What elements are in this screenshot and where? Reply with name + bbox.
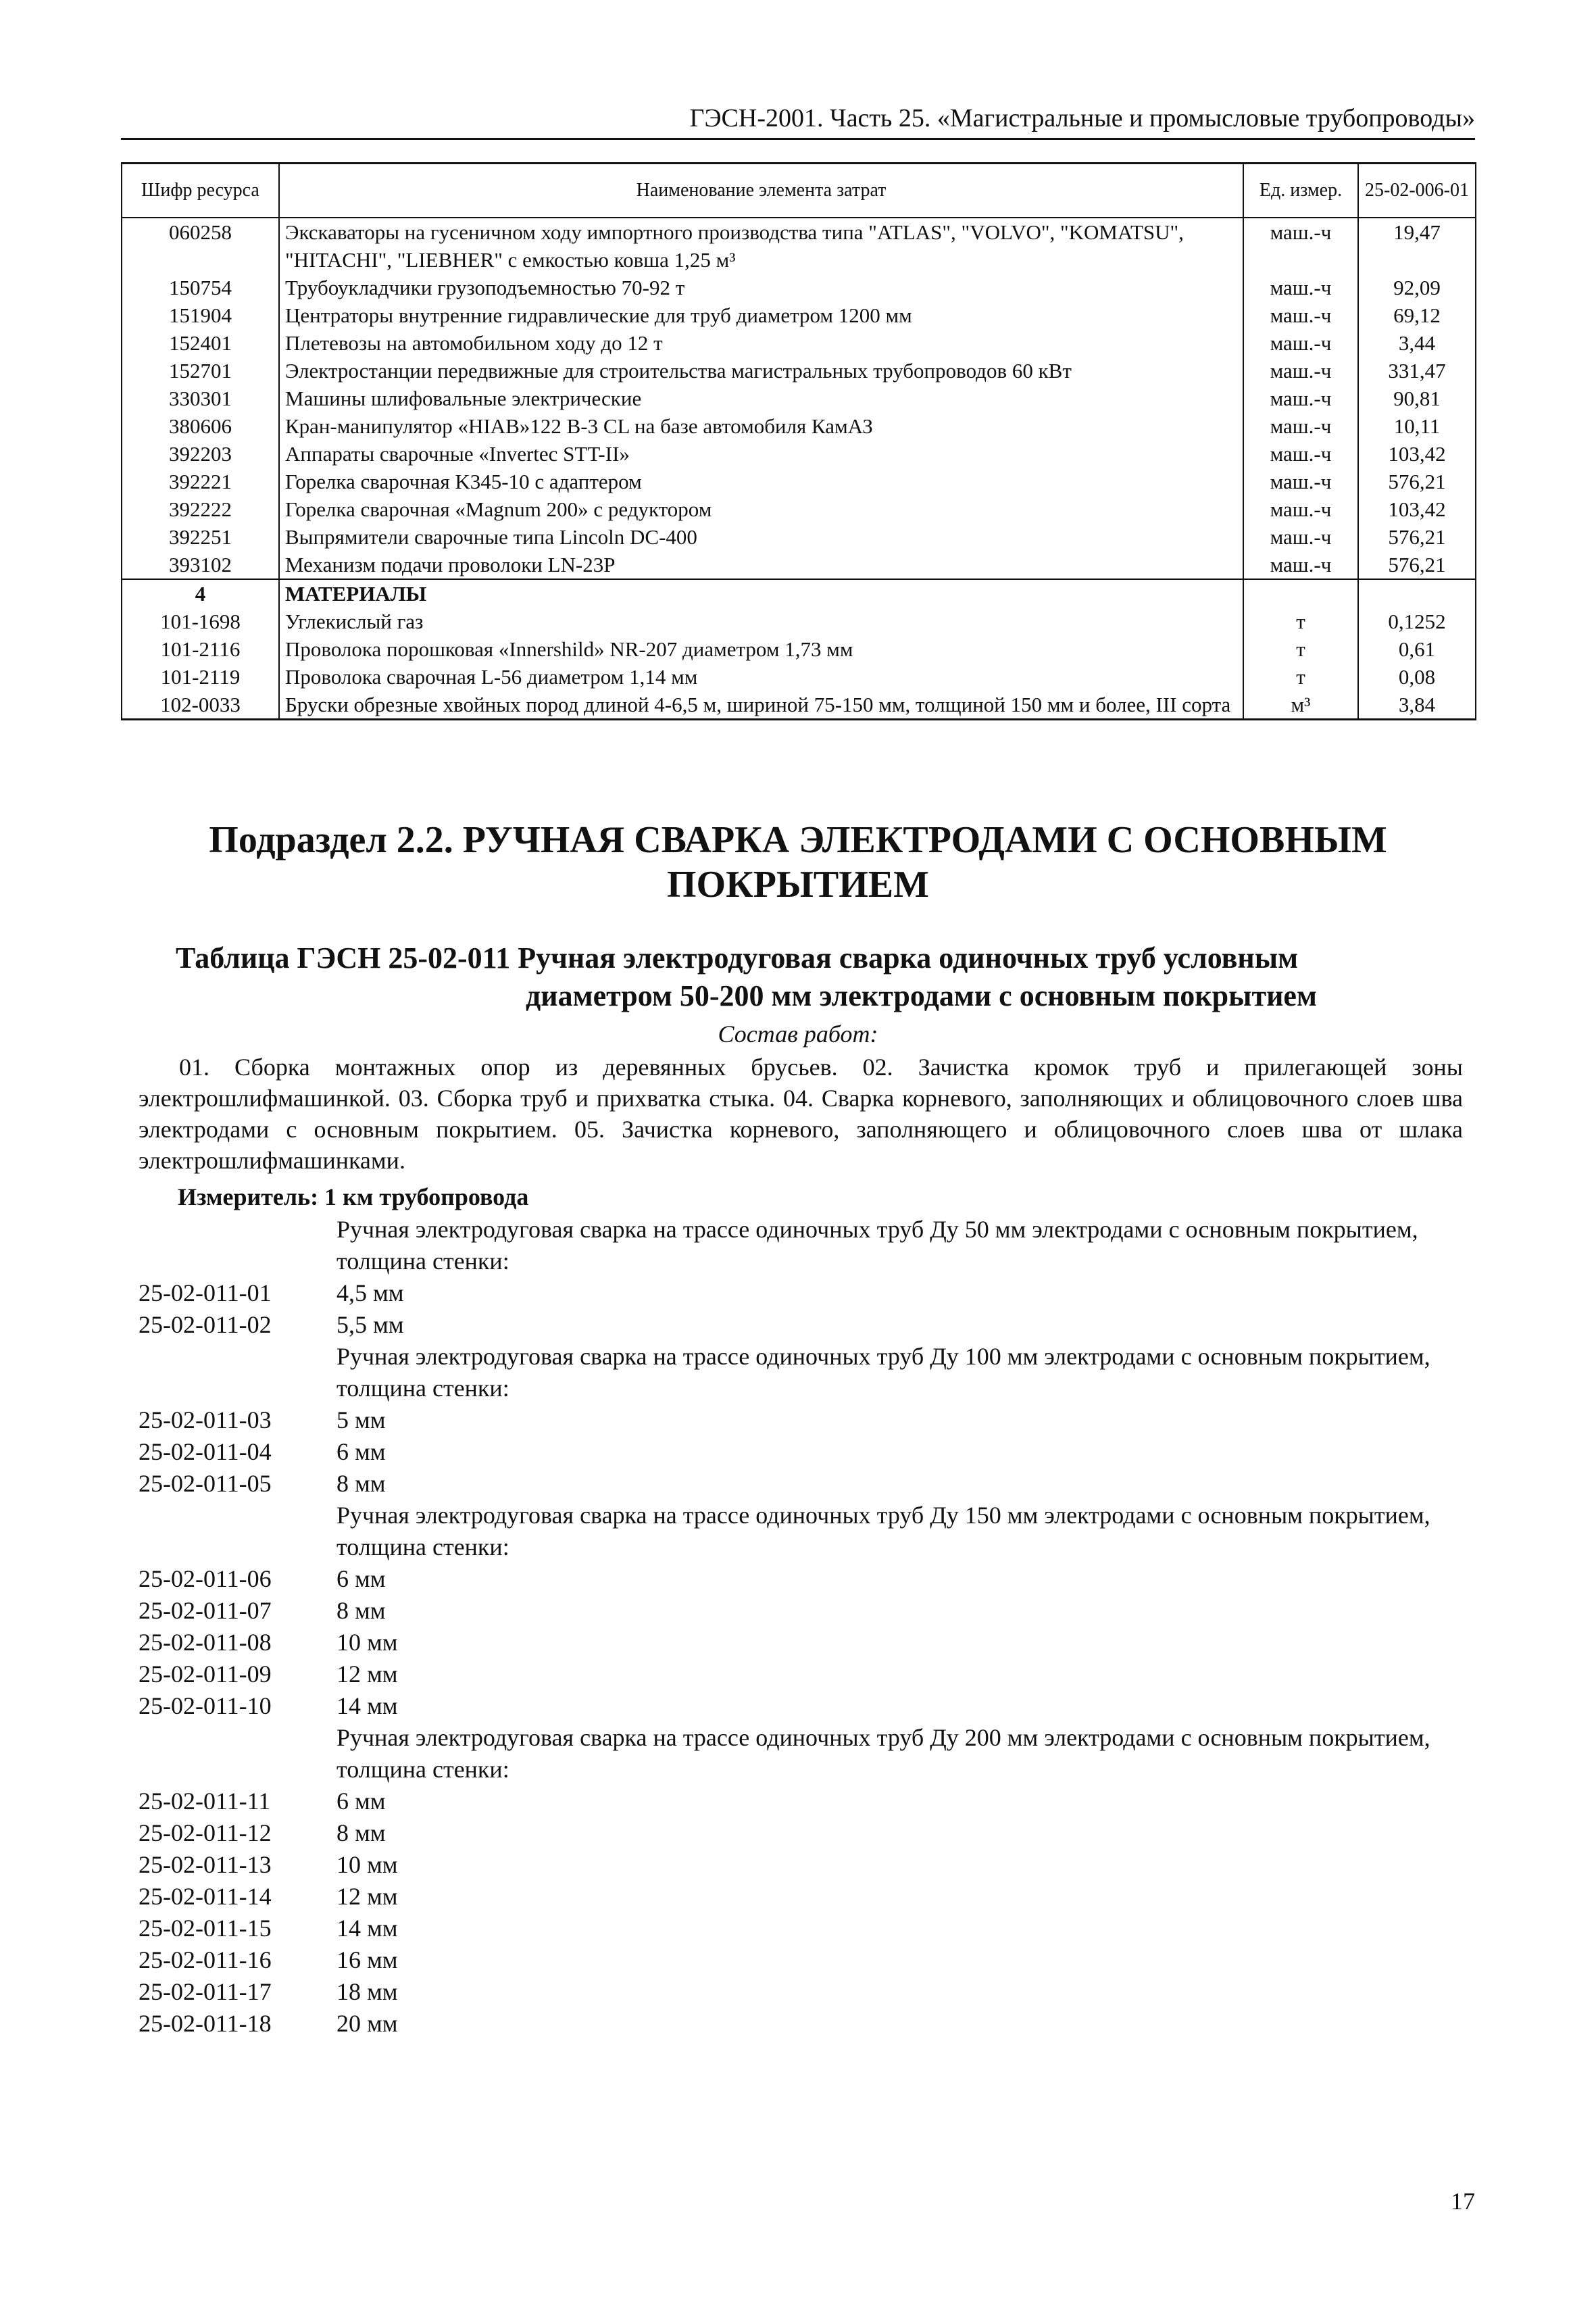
resource-name: Трубоукладчики грузоподъемностью 70-92 т bbox=[279, 274, 1243, 301]
list-item bbox=[139, 1881, 1463, 1913]
table-row bbox=[122, 691, 1476, 720]
wall-thickness: 14 мм bbox=[336, 1692, 398, 1719]
table-row bbox=[122, 357, 1476, 385]
wall-thickness: 14 мм bbox=[336, 1915, 398, 1942]
norm-code: 25-02-011-16 bbox=[139, 1946, 272, 1973]
resource-value: 0,08 bbox=[1358, 663, 1476, 691]
resource-name: Углекислый газ bbox=[279, 608, 1243, 635]
resource-name: Проволока порошковая «Innershild» NR-207 диаметром 1,73 мм bbox=[279, 635, 1243, 663]
table-row bbox=[122, 663, 1476, 691]
resource-code: 152401 bbox=[122, 329, 279, 357]
resource-value: 576,21 bbox=[1358, 551, 1476, 579]
wall-thickness: 8 мм bbox=[336, 1470, 386, 1497]
wall-thickness: 4,5 мм bbox=[336, 1279, 404, 1306]
wall-thickness: 16 мм bbox=[336, 1946, 398, 1973]
resource-code: 392221 bbox=[122, 468, 279, 495]
resource-code: 101-1698 bbox=[122, 608, 279, 635]
resource-name: Механизм подачи проволоки LN-23P bbox=[279, 551, 1243, 579]
wall-thickness: 6 мм bbox=[336, 1565, 386, 1592]
resource-code: 392203 bbox=[122, 440, 279, 468]
resource-code: 392251 bbox=[122, 523, 279, 551]
list-item bbox=[139, 1913, 1463, 1944]
wall-thickness: 6 мм bbox=[336, 1438, 386, 1465]
norm-code: 25-02-011-12 bbox=[139, 1819, 272, 1846]
table-row bbox=[122, 274, 1476, 301]
resource-name: Машины шлифовальные электрические bbox=[279, 385, 1243, 412]
section-title: МАТЕРИАЛЫ bbox=[279, 579, 1243, 608]
wall-thickness: 10 мм bbox=[336, 1851, 398, 1878]
wall-thickness: 12 мм bbox=[336, 1660, 398, 1688]
resource-unit: маш.-ч bbox=[1243, 412, 1358, 440]
list-item bbox=[139, 1595, 1463, 1627]
resource-code: 060258 bbox=[122, 218, 279, 274]
resource-value: 10,11 bbox=[1358, 412, 1476, 440]
resource-value: 0,61 bbox=[1358, 635, 1476, 663]
resource-value: 3,44 bbox=[1358, 329, 1476, 357]
table-row bbox=[122, 608, 1476, 635]
resource-unit: маш.-ч bbox=[1243, 301, 1358, 329]
wall-thickness: 5 мм bbox=[336, 1406, 386, 1433]
norm-code: 25-02-011-06 bbox=[139, 1565, 272, 1592]
subsection-title: Подраздел 2.2. РУЧНАЯ СВАРКА ЭЛЕКТРОДАМИ С ОСНОВНЫМ ПОКРЫТИЕМ bbox=[209, 819, 1387, 906]
table-row bbox=[122, 329, 1476, 357]
wall-thickness: 18 мм bbox=[336, 1978, 398, 2005]
list-item bbox=[139, 1786, 1463, 1817]
resource-value: 576,21 bbox=[1358, 523, 1476, 551]
resource-unit: маш.-ч bbox=[1243, 274, 1358, 301]
list-item bbox=[139, 1277, 1463, 1309]
resource-cost-table bbox=[121, 162, 1476, 720]
resource-value: 92,09 bbox=[1358, 274, 1476, 301]
resource-name: Плетевозы на автомобильном ходу до 12 т bbox=[279, 329, 1243, 357]
list-item bbox=[139, 1944, 1463, 1976]
list-item bbox=[139, 1627, 1463, 1658]
resource-code: 330301 bbox=[122, 385, 279, 412]
table-row bbox=[122, 551, 1476, 579]
list-item bbox=[139, 1817, 1463, 1849]
resource-unit bbox=[1243, 579, 1358, 608]
resource-unit: маш.-ч bbox=[1243, 551, 1358, 579]
wall-thickness: 6 мм bbox=[336, 1788, 386, 1815]
norm-code: 25-02-011-05 bbox=[139, 1470, 272, 1497]
resource-unit: т bbox=[1243, 608, 1358, 635]
section-number: 4 bbox=[122, 579, 279, 608]
table-row bbox=[122, 495, 1476, 523]
resource-code: 380606 bbox=[122, 412, 279, 440]
resource-unit: маш.-ч bbox=[1243, 468, 1358, 495]
works-description: 01. Сборка монтажных опор из деревянных брусьев. 02. Зачистка кромок труб и прилегающей зоны электрошлифмашинкой. 03. Сборка труб и прихватка стыка. 04. Сварка корневого, заполняющих и облицовочного слоев шва электродами с основным покрытием. 05. Зачистка корневого, заполняющего и облицовочного слоев шва от шлака электрошлифмашинками. bbox=[139, 1054, 1463, 1174]
norm-code: 25-02-011-13 bbox=[139, 1851, 272, 1878]
group-description: Ручная электродуговая сварка на трассе одиночных труб Ду 50 мм электродами с основным покрытием, толщина стенки: bbox=[336, 1216, 1418, 1275]
resource-code: 151904 bbox=[122, 301, 279, 329]
wall-thickness: 20 мм bbox=[336, 2010, 398, 2037]
resource-unit: маш.-ч bbox=[1243, 523, 1358, 551]
norm-entries bbox=[139, 1214, 1463, 2040]
works-heading: Состав работ: bbox=[718, 1020, 878, 1048]
resource-code: 150754 bbox=[122, 274, 279, 301]
norm-code: 25-02-011-01 bbox=[139, 1279, 272, 1306]
wall-thickness: 8 мм bbox=[336, 1819, 386, 1846]
resource-value: 90,81 bbox=[1358, 385, 1476, 412]
norm-code: 25-02-011-04 bbox=[139, 1438, 272, 1465]
resource-unit: маш.-ч bbox=[1243, 329, 1358, 357]
resource-name: Центраторы внутренние гидравлические для труб диаметром 1200 мм bbox=[279, 301, 1243, 329]
resource-code: 102-0033 bbox=[122, 691, 279, 720]
resource-code: 392222 bbox=[122, 495, 279, 523]
resource-value: 103,42 bbox=[1358, 440, 1476, 468]
list-item bbox=[139, 1468, 1463, 1500]
resource-name: Бруски обрезные хвойных пород длиной 4-6,5 м, шириной 75-150 мм, толщиной 150 мм и более, III сорта bbox=[279, 691, 1243, 720]
group-description: Ручная электродуговая сварка на трассе одиночных труб Ду 100 мм электродами с основным покрытием, толщина стенки: bbox=[336, 1343, 1430, 1402]
table-row bbox=[122, 635, 1476, 663]
wall-thickness: 12 мм bbox=[336, 1883, 398, 1910]
running-header: ГЭСН-2001. Часть 25. «Магистральные и промысловые трубопроводы» bbox=[121, 101, 1475, 140]
column-header-code: Шифр ресурса bbox=[122, 164, 279, 218]
column-header-value: 25-02-006-01 bbox=[1358, 164, 1476, 218]
table-row bbox=[122, 412, 1476, 440]
resource-value: 103,42 bbox=[1358, 495, 1476, 523]
group-description: Ручная электродуговая сварка на трассе одиночных труб Ду 200 мм электродами с основным покрытием, толщина стенки: bbox=[336, 1724, 1430, 1783]
resource-code: 101-2116 bbox=[122, 635, 279, 663]
resource-unit: маш.-ч bbox=[1243, 218, 1358, 274]
norm-code: 25-02-011-09 bbox=[139, 1660, 272, 1688]
table-row bbox=[122, 523, 1476, 551]
resource-name: Кран-манипулятор «HIAB»122 B-3 CL на базе автомобиля КамАЗ bbox=[279, 412, 1243, 440]
norm-code: 25-02-011-11 bbox=[139, 1788, 271, 1815]
measure-unit: Измеритель: 1 км трубопровода bbox=[178, 1183, 529, 1210]
table-row bbox=[122, 440, 1476, 468]
list-item bbox=[139, 1563, 1463, 1595]
wall-thickness: 10 мм bbox=[336, 1629, 398, 1656]
column-header-name: Наименование элемента затрат bbox=[279, 164, 1243, 218]
resource-name: Экскаваторы на гусеничном ходу импортного производства типа "ATLAS", "VOLVO", "KOMATSU", "HITACHI", "LIEBHER" с емкостью ковша 1,25 м³ bbox=[279, 218, 1243, 274]
list-item bbox=[139, 1404, 1463, 1436]
wall-thickness: 8 мм bbox=[336, 1597, 386, 1624]
wall-thickness: 5,5 мм bbox=[336, 1311, 404, 1338]
page-number: 17 bbox=[1451, 2188, 1475, 2215]
list-item bbox=[139, 1309, 1463, 1341]
list-item bbox=[139, 1658, 1463, 1690]
resource-code: 152701 bbox=[122, 357, 279, 385]
norm-code: 25-02-011-14 bbox=[139, 1883, 272, 1910]
table-section-row bbox=[122, 579, 1476, 608]
resource-name: Горелка сварочная K345-10 с адаптером bbox=[279, 468, 1243, 495]
resource-value: 576,21 bbox=[1358, 468, 1476, 495]
resource-code: 101-2119 bbox=[122, 663, 279, 691]
column-header-unit: Ед. измер. bbox=[1243, 164, 1358, 218]
table-header-row bbox=[122, 164, 1476, 218]
list-item bbox=[139, 1690, 1463, 1722]
list-item bbox=[139, 2008, 1463, 2040]
table-row bbox=[122, 218, 1476, 274]
table-title-line-2: диаметром 50-200 мм электродами с основным покрытием bbox=[526, 979, 1317, 1012]
norm-code: 25-02-011-03 bbox=[139, 1406, 272, 1433]
resource-unit: т bbox=[1243, 635, 1358, 663]
resource-value bbox=[1358, 579, 1476, 608]
resource-name: Аппараты сварочные «Invertec STT-II» bbox=[279, 440, 1243, 468]
resource-value: 69,12 bbox=[1358, 301, 1476, 329]
table-title-line-1: Таблица ГЭСН 25-02-011 Ручная электродуговая сварка одиночных труб условным bbox=[176, 941, 1299, 975]
resource-unit: маш.-ч bbox=[1243, 440, 1358, 468]
resource-value: 331,47 bbox=[1358, 357, 1476, 385]
list-item bbox=[139, 1436, 1463, 1468]
resource-value: 3,84 bbox=[1358, 691, 1476, 720]
norm-code: 25-02-011-10 bbox=[139, 1692, 272, 1719]
norm-code: 25-02-011-15 bbox=[139, 1915, 272, 1942]
resource-unit: маш.-ч bbox=[1243, 495, 1358, 523]
group-description: Ручная электродуговая сварка на трассе одиночных труб Ду 150 мм электродами с основным покрытием, толщина стенки: bbox=[336, 1502, 1430, 1560]
resource-unit: м³ bbox=[1243, 691, 1358, 720]
table-row bbox=[122, 468, 1476, 495]
list-item bbox=[139, 1976, 1463, 2008]
resource-unit: т bbox=[1243, 663, 1358, 691]
norm-code: 25-02-011-07 bbox=[139, 1597, 272, 1624]
list-item bbox=[139, 1849, 1463, 1881]
resource-name: Выпрямители сварочные типа Lincoln DC-400 bbox=[279, 523, 1243, 551]
resource-name: Горелка сварочная «Magnum 200» с редуктором bbox=[279, 495, 1243, 523]
resource-code: 393102 bbox=[122, 551, 279, 579]
resource-value: 19,47 bbox=[1358, 218, 1476, 274]
resource-unit: маш.-ч bbox=[1243, 357, 1358, 385]
resource-name: Электростанции передвижные для строительства магистральных трубопроводов 60 кВт bbox=[279, 357, 1243, 385]
table-row bbox=[122, 385, 1476, 412]
resource-name: Проволока сварочная L-56 диаметром 1,14 мм bbox=[279, 663, 1243, 691]
resource-unit: маш.-ч bbox=[1243, 385, 1358, 412]
norm-code: 25-02-011-02 bbox=[139, 1311, 272, 1338]
table-title bbox=[176, 939, 1412, 1015]
norm-code: 25-02-011-08 bbox=[139, 1629, 272, 1656]
norm-code: 25-02-011-17 bbox=[139, 1978, 272, 2005]
resource-value: 0,1252 bbox=[1358, 608, 1476, 635]
norm-code: 25-02-011-18 bbox=[139, 2010, 272, 2037]
table-row bbox=[122, 301, 1476, 329]
